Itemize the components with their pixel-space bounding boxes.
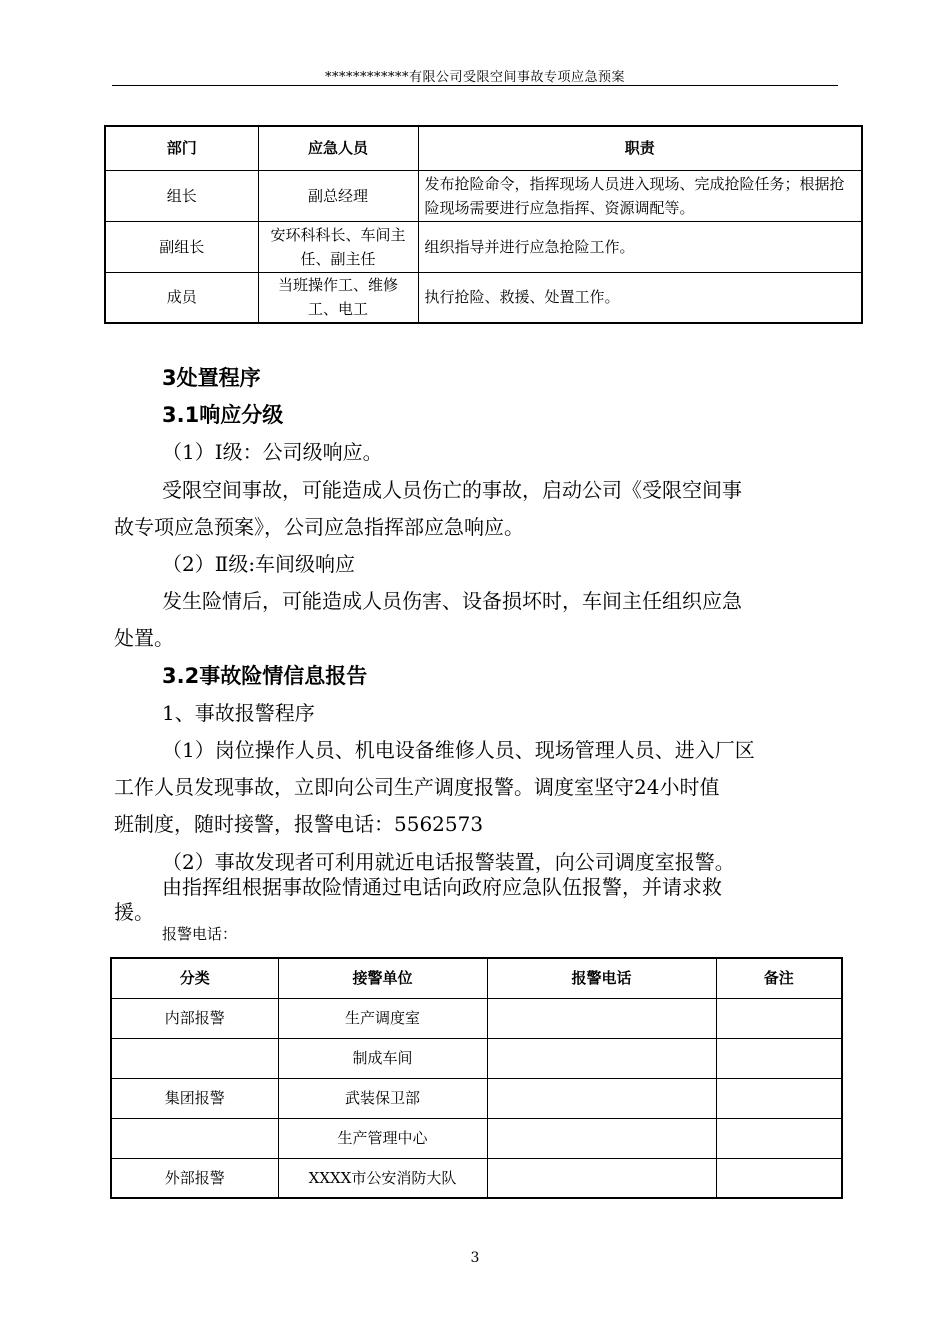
paragraph-line: 发生险情后，可能造成人员伤害、设备损坏时，车间主任组织应急: [162, 589, 742, 613]
table-cell: 成员: [105, 272, 258, 323]
column-header-personnel: 应急人员: [258, 126, 418, 170]
table-cell: 副组长: [105, 221, 258, 272]
table-cell: [111, 1038, 278, 1078]
table-cell: [487, 1158, 716, 1198]
page-header-title: ************有限公司受限空间事故专项应急预案: [324, 70, 625, 85]
column-header-duties: 职责: [418, 126, 862, 170]
table-row: [111, 1158, 842, 1198]
table-header-row: [111, 958, 842, 998]
table-cell: 生产调度室: [278, 998, 487, 1038]
page-number: 3: [470, 1250, 480, 1266]
table-cell: 生产管理中心: [278, 1118, 487, 1158]
table-cell: [487, 1118, 716, 1158]
table-cell: 外部报警: [111, 1158, 278, 1198]
subsection-heading: 3.1响应分级: [162, 403, 284, 427]
column-header-remarks: 备注: [716, 958, 842, 998]
section-heading: 3处置程序: [162, 366, 261, 390]
table-cell: 武装保卫部: [278, 1078, 487, 1118]
column-header-phone: 报警电话: [487, 958, 716, 998]
table-cell: 当班操作工、维修工、电工: [258, 272, 418, 323]
table-row: [111, 998, 842, 1038]
table-cell: 发布抢险命令，指挥现场人员进入现场、完成抢险任务；根据抢险现场需要进行应急指挥、资源调配等。: [418, 170, 862, 221]
alarm-contacts-table: [110, 957, 843, 1199]
table-cell: 内部报警: [111, 998, 278, 1038]
table-cell: [716, 1038, 842, 1078]
paragraph-line: （2）Ⅱ级:车间级响应: [162, 552, 356, 576]
paragraph-line: 班制度，随时接警，报警电话：5562573: [114, 812, 484, 836]
paragraph-line: 工作人员发现事故，立即向公司生产调度报警。调度室坚守24小时值: [114, 775, 720, 799]
paragraph-line: （1）岗位操作人员、机电设备维修人员、现场管理人员、进入厂区: [162, 738, 755, 762]
paragraph-line: （1）Ⅰ级：公司级响应。: [162, 440, 383, 464]
table-cell: 安环科科长、车间主任、副主任: [258, 221, 418, 272]
column-header-receiving-unit: 接警单位: [278, 958, 487, 998]
alarm-phone-label: 报警电话：: [162, 925, 238, 943]
table-row: [105, 221, 862, 272]
table-row: [111, 1118, 842, 1158]
paragraph-line: 处置。: [114, 626, 174, 650]
paragraph-line: 援。: [114, 900, 154, 924]
header-rule: [112, 85, 838, 86]
subsection-heading: 3.2事故险情信息报告: [162, 664, 368, 688]
table-cell: 副总经理: [258, 170, 418, 221]
table-cell: [716, 1078, 842, 1118]
paragraph-line: （2）事故发现者可利用就近电话报警装置，向公司调度室报警。: [162, 850, 735, 874]
table-row: [105, 272, 862, 323]
table-cell: [487, 998, 716, 1038]
paragraph-line: 由指挥组根据事故险情通过电话向政府应急队伍报警，并请求救: [162, 875, 722, 899]
column-header-department: 部门: [105, 126, 258, 170]
table-cell: 集团报警: [111, 1078, 278, 1118]
emergency-personnel-table: [104, 125, 863, 324]
paragraph-line: 受限空间事故，可能造成人员伤亡的事故，启动公司《受限空间事: [162, 478, 742, 502]
table-cell: 组长: [105, 170, 258, 221]
table-cell: 制成车间: [278, 1038, 487, 1078]
paragraph-line: 1、事故报警程序: [162, 701, 315, 725]
table-cell: [716, 1158, 842, 1198]
table-row: [105, 170, 862, 221]
table-cell: [716, 1118, 842, 1158]
table-cell: [487, 1078, 716, 1118]
table-cell: [487, 1038, 716, 1078]
table-cell: [716, 998, 842, 1038]
table-cell: 执行抢险、救援、处置工作。: [418, 272, 862, 323]
paragraph-line: 故专项应急预案》，公司应急指挥部应急响应。: [114, 515, 524, 539]
table-header-row: [105, 126, 862, 170]
table-cell: XXXX市公安消防大队: [278, 1158, 487, 1198]
table-cell: 组织指导并进行应急抢险工作。: [418, 221, 862, 272]
table-cell: [111, 1118, 278, 1158]
table-row: [111, 1038, 842, 1078]
column-header-category: 分类: [111, 958, 278, 998]
table-row: [111, 1078, 842, 1118]
